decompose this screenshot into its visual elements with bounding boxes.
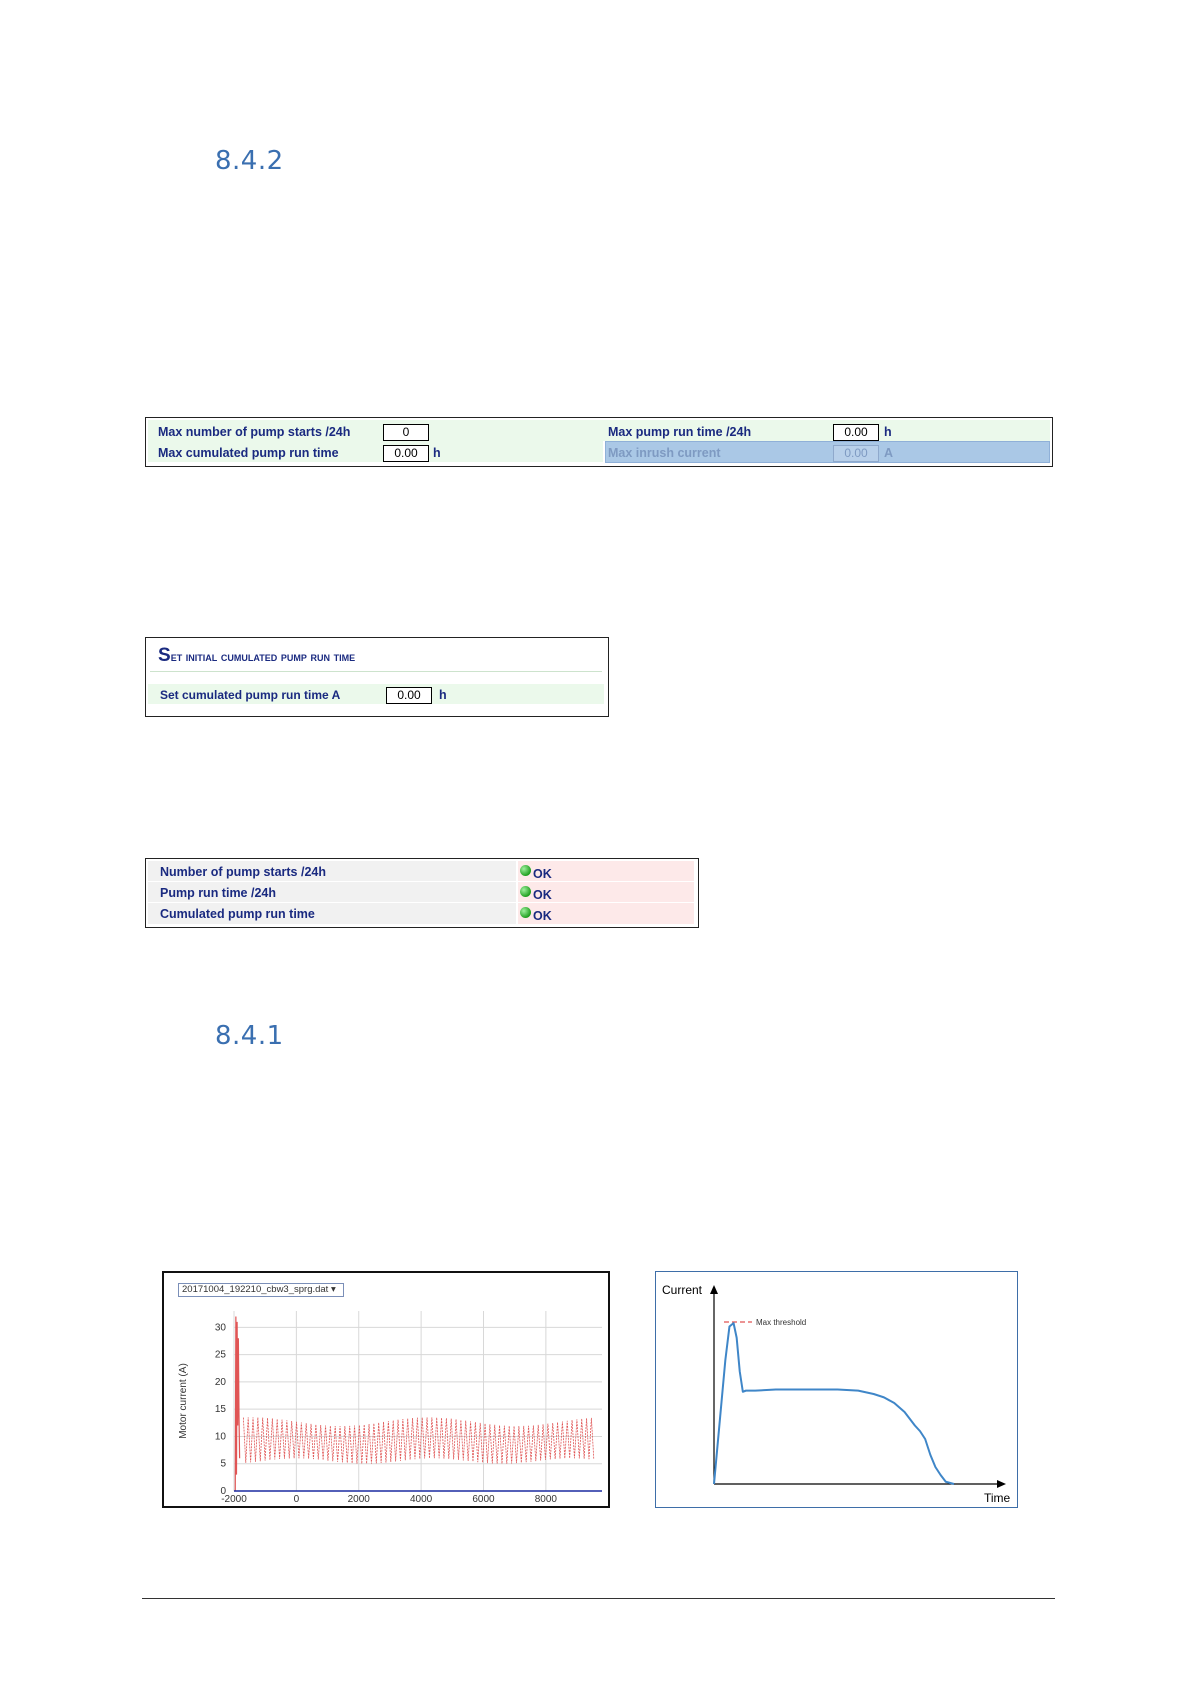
max-cumulated-run-time-input[interactable]: 0.00 — [383, 445, 429, 462]
max-pump-starts-label: Max number of pump starts /24h — [158, 425, 351, 439]
initial-run-time-title — [158, 645, 355, 667]
y-axis-arrow — [710, 1285, 718, 1294]
x-tick-label: 8000 — [534, 1494, 557, 1505]
max-inrush-current-input: 0.00 — [833, 445, 879, 462]
y-tick-label: 30 — [214, 1322, 226, 1334]
status-row-1-value: OK — [533, 867, 552, 881]
x-tick-label: 0 — [293, 1494, 300, 1505]
title-rest: et initial cumulated pump run time — [170, 649, 356, 664]
status-row-1-label: Number of pump starts /24h — [160, 865, 326, 879]
y-tick-label: 25 — [214, 1349, 226, 1361]
max-inrush-current-label: Max inrush current — [608, 446, 721, 460]
title-divider — [150, 671, 602, 672]
set-cumulated-run-time-input[interactable]: 0.00 — [386, 687, 432, 704]
set-cumulated-run-time-unit: h — [439, 688, 447, 702]
status-ok-icon — [520, 886, 531, 897]
title-initial-letter: S — [158, 645, 171, 666]
limits-panel — [145, 417, 1053, 467]
status-panel — [145, 858, 699, 928]
y-tick-label: 10 — [214, 1431, 226, 1443]
status-ok-icon — [520, 907, 531, 918]
x-tick-label: -2000 — [221, 1494, 247, 1505]
current-profile-plot — [656, 1272, 1019, 1509]
footer-divider — [142, 1598, 1055, 1599]
max-pump-run-time-input[interactable]: 0.00 — [833, 424, 879, 441]
status-row-2-value: OK — [533, 888, 552, 902]
max-cumulated-run-time-unit: h — [433, 446, 441, 460]
x-axis-label: Time — [984, 1491, 1011, 1505]
set-cumulated-run-time-label: Set cumulated pump run time A — [160, 688, 341, 702]
x-tick-label: 2000 — [347, 1494, 370, 1505]
data-file-select-value: 20171004_192210_cbw3_sprg.dat — [182, 1284, 329, 1295]
motor-current-chart — [162, 1271, 610, 1508]
current-profile-chart — [655, 1271, 1018, 1508]
y-tick-label: 15 — [214, 1404, 226, 1416]
max-cumulated-run-time-label: Max cumulated pump run time — [158, 446, 339, 460]
max-pump-run-time-unit: h — [884, 425, 892, 439]
y-axis-label: Motor current (A) — [178, 1363, 189, 1439]
max-inrush-current-unit: A — [884, 446, 894, 460]
max-pump-starts-input[interactable]: 0 — [383, 424, 429, 441]
x-tick-label: 6000 — [472, 1494, 495, 1505]
status-ok-icon — [520, 865, 531, 876]
max-pump-run-time-label: Max pump run time /24h — [608, 425, 752, 439]
legend-threshold-label: Max threshold — [756, 1318, 807, 1327]
initial-run-time-panel — [145, 637, 609, 717]
motor-current-plot — [164, 1273, 612, 1510]
status-row-2-label: Pump run time /24h — [160, 886, 276, 900]
status-row-3-label: Cumulated pump run time — [160, 907, 315, 921]
section-heading-842: 8.4.2 — [215, 146, 284, 176]
chevron-down-icon: ▾ — [330, 1284, 336, 1295]
y-tick-label: 20 — [214, 1376, 226, 1388]
y-axis-label: Current — [662, 1283, 703, 1297]
x-tick-label: 4000 — [409, 1494, 433, 1505]
y-tick-label: 5 — [220, 1458, 226, 1470]
x-axis-arrow — [997, 1480, 1006, 1488]
section-heading-841: 8.4.1 — [215, 1021, 284, 1051]
inrush-spike-series — [235, 1316, 239, 1491]
current-curve-series — [714, 1323, 954, 1484]
status-row-3-value: OK — [533, 909, 552, 923]
y-tick-label: 0 — [220, 1486, 226, 1497]
